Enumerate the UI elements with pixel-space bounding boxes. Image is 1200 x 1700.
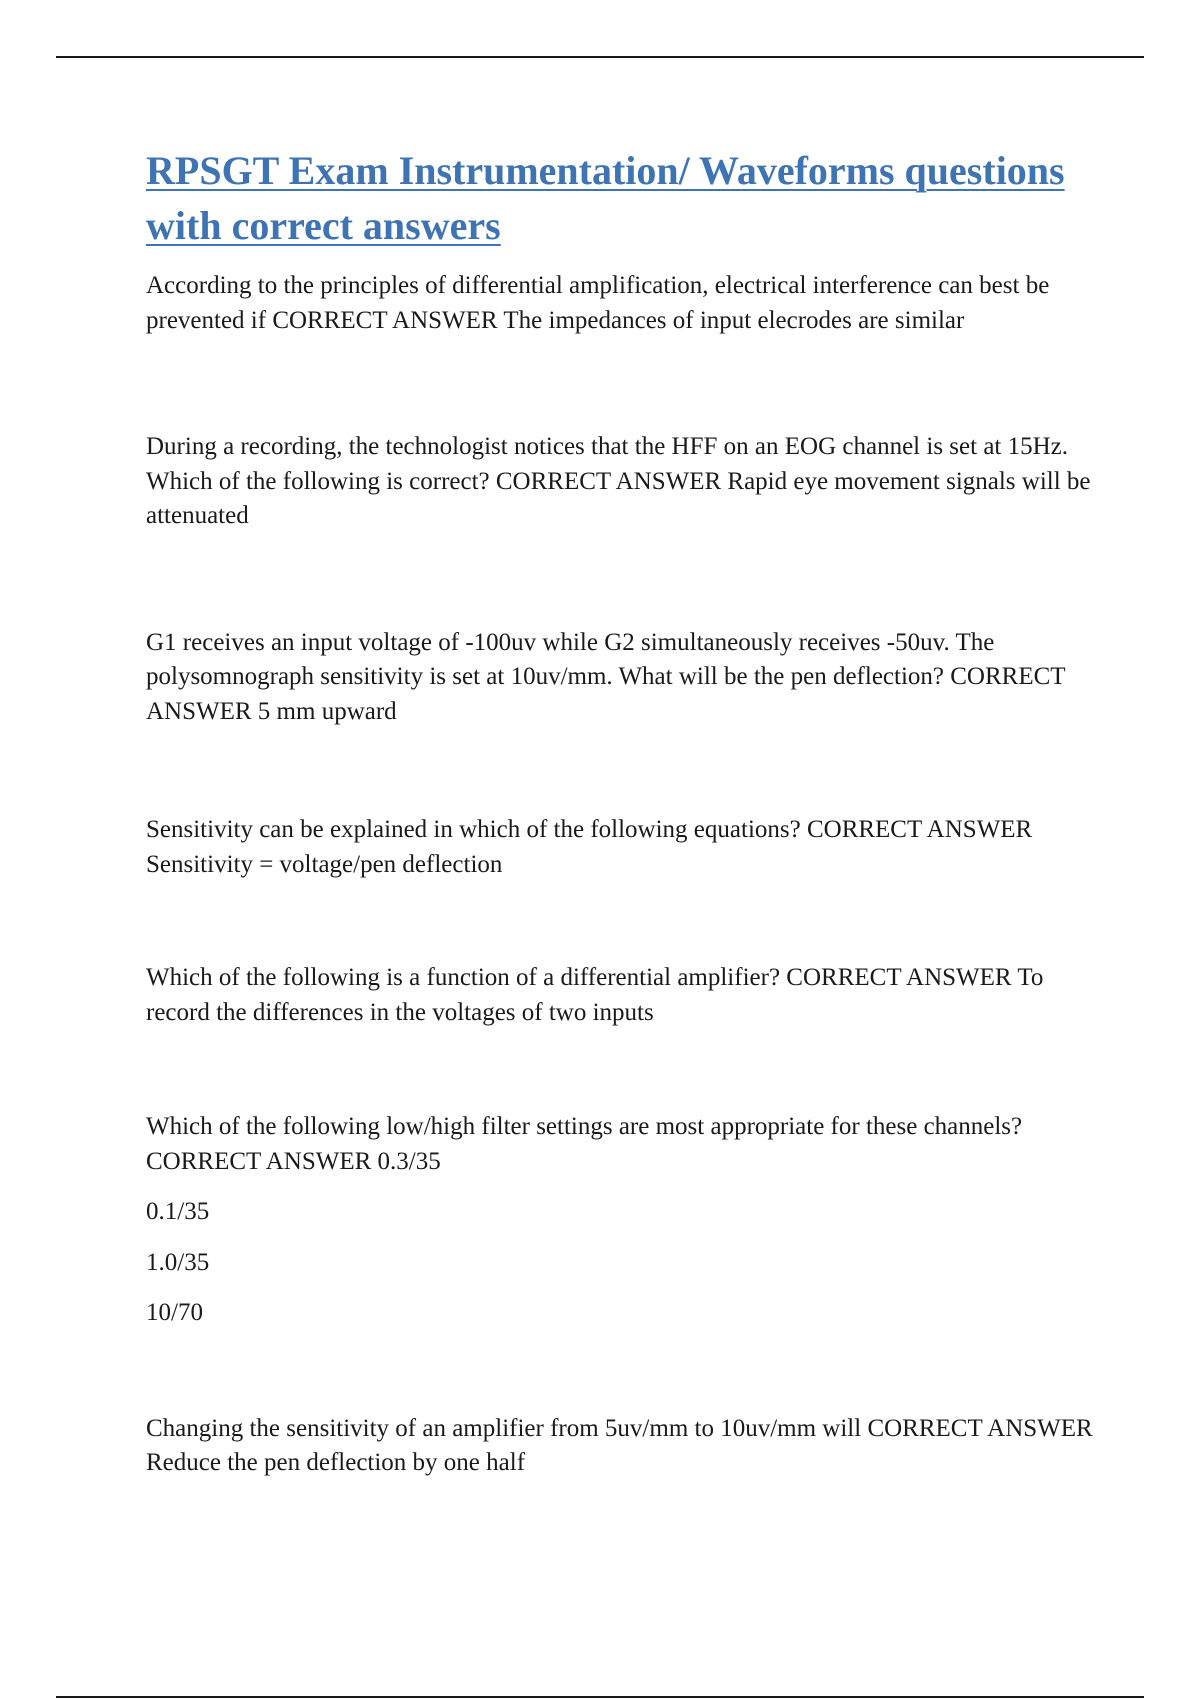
question-answer-5: Which of the following is a function of a differential amplifier? CORRECT ANSWER To record the differences in the voltages of two inputs <box>146 964 1044 1026</box>
question-answer-6: Which of the following low/high filter settings are most appropriate for these channels? CORRECT ANSWER 0.3/35 <box>146 1113 1023 1175</box>
question-answer-4: Sensitivity can be explained in which of the following equations? CORRECT ANSWER Sensitivity = voltage/pen deflection <box>146 816 1033 878</box>
option-2: 1.0/35 <box>146 1248 210 1276</box>
question-answer-2: During a recording, the technologist notices that the HFF on an EOG channel is set at 15Hz. Which of the following is correct? CORRECT ANSWER Rapid eye movement signals will be attenuated <box>146 433 1091 529</box>
question-answer-7: Changing the sensitivity of an amplifier from 5uv/mm to 10uv/mm will CORRECT ANSWER Reduce the pen deflection by one half <box>146 1414 1093 1476</box>
top-rule <box>56 56 1144 58</box>
document-title[interactable]: RPSGT Exam Instrumentation/ Waveforms questions with correct answers <box>146 148 1065 248</box>
question-answer-3: G1 receives an input voltage of -100uv while G2 simultaneously receives -50uv. The polysomnograph sensitivity is set at 10uv/mm. What will be the pen deflection? CORRECT ANSWER 5 mm upward <box>146 628 1066 725</box>
option-1: 0.1/35 <box>146 1198 210 1225</box>
question-answer-1: According to the principles of differential amplification, electrical interference can best be prevented if CORRECT ANSWER The impedances of input elecrodes are similar <box>146 272 1050 334</box>
document-body <box>146 143 1096 1481</box>
bottom-rule <box>56 1696 1144 1698</box>
option-3: 10/70 <box>146 1299 203 1326</box>
